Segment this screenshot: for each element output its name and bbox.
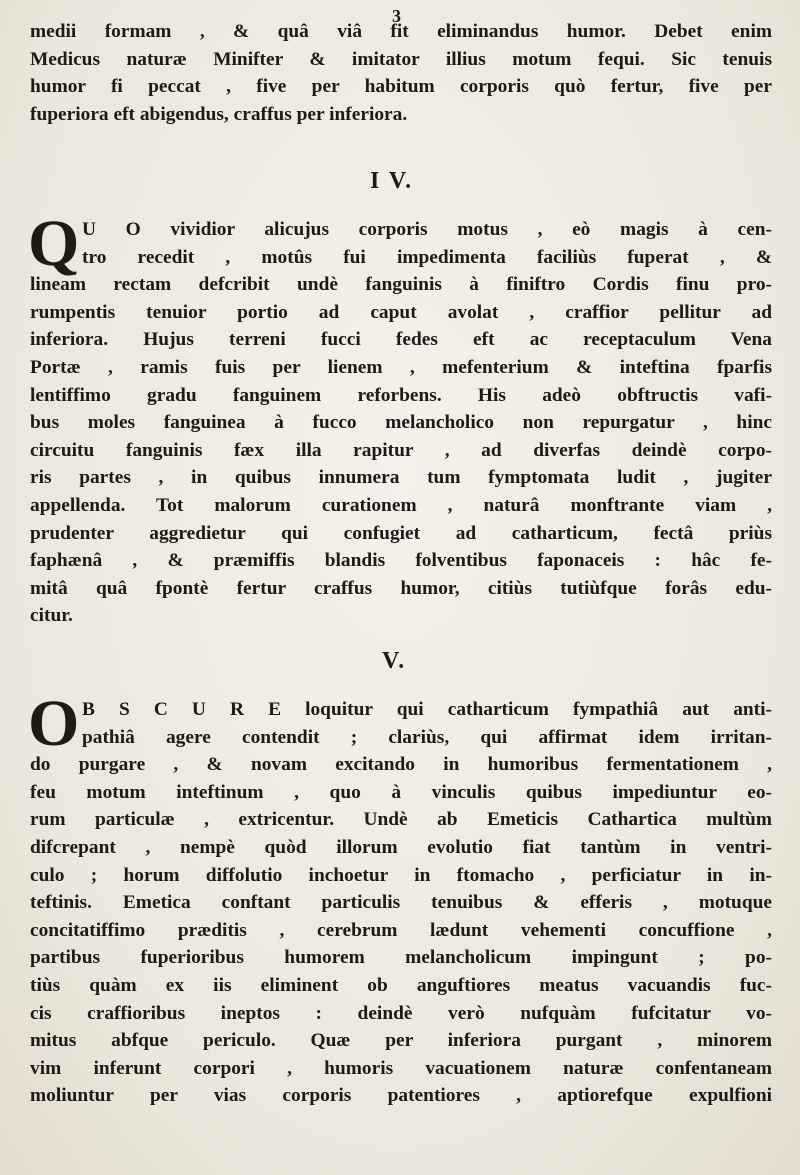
section-numeral-iv: I V. (370, 168, 414, 194)
text-line: lineam rectam defcribit undè fanguinis à finiftro Cordis finu pro- (30, 274, 772, 296)
text-line: humor fi peccat , five per habitum corporis quò fertur, five per (30, 76, 772, 98)
text-line: B S C U R E loquitur qui catharticum fympathiâ aut anti- (82, 699, 772, 720)
text-line: fuperiora eft abigendus, craffus per inferiora. (30, 103, 408, 125)
text-line: rum particulæ , extricentur. Undè ab Emeticis Cathartica multùm (30, 809, 772, 831)
text-line: medii formam , & quâ viâ fit eliminandus humor. Debet enim (30, 21, 772, 42)
text-line: concitatiffimo præditis , cerebrum lædunt vehementi concuffione , (30, 919, 772, 941)
text-line: appellenda. Tot malorum curationem , naturâ monftrante viam , (30, 494, 772, 516)
drop-capital: Q (28, 207, 80, 280)
text-line: inferiora. Hujus terreni fucci fedes eft ac receptaculum Vena (30, 329, 772, 351)
text-line: teftinis. Emetica conftant particulis tenuibus & efferis , motuque (30, 892, 772, 914)
text-line: ris partes , in quibus innumera tum fymptomata ludit , jugiter (30, 467, 772, 489)
text-line: circuitu fanguinis fæx illa rapitur , ad diverfas deindè corpo- (30, 439, 772, 461)
text-line: U O vividior alicujus corporis motus , eò magis à cen- (82, 219, 772, 240)
text-line: lentiffimo gradu fanguinem reforbens. His adeò obftructis vafi- (30, 384, 772, 406)
section-v-paragraph (28, 687, 772, 1110)
text-line: moliuntur per vias corporis patentiores , aptiorefque expulfioni (30, 1085, 772, 1107)
text-line: difcrepant , nempè quòd illorum evolutio fiat tantùm in ventri- (30, 836, 772, 858)
drop-capital: O (28, 687, 80, 760)
text-line: prudenter aggredietur qui confugiet ad catharticum, fectâ priùs (30, 522, 772, 544)
text-line: culo ; horum diffolutio inchoetur in ftomacho , perficiatur in in- (30, 864, 772, 886)
text-line: citur. (30, 605, 73, 627)
section-iv-paragraph (28, 207, 772, 630)
text-line: tro recedit , motûs fui impedimenta faciliùs fuperat , & (82, 246, 772, 268)
text-line: cis craffioribus ineptos : deindè verò nufquàm fufcitatur vo- (30, 1002, 772, 1024)
text-line: Medicus naturæ Minifter & imitator illius motum fequi. Sic tenuis (30, 48, 772, 70)
text-line: feu motum inteftinum , quo à vinculis quibus impediuntur eo- (30, 781, 772, 803)
text-line: mitus abfque periculo. Quæ per inferiora purgant , minorem (30, 1030, 772, 1052)
page-number: 3 (392, 6, 401, 26)
text-line: vim inferunt corpori , humoris vacuationem naturæ confentaneam (30, 1057, 772, 1079)
section-numeral-v: V. (382, 648, 407, 674)
text-line: bus moles fanguinea à fucco melancholico non repurgatur , hinc (30, 412, 772, 434)
text-line: mitâ quâ fpontè fertur craffus humor, citiùs tutiùfque forâs edu- (30, 577, 772, 599)
intro-paragraph (30, 18, 772, 128)
text-line: tiùs quàm ex iis eliminent ob anguftiores meatus vacuandis fuc- (30, 974, 772, 996)
text-line: faphænâ , & præmiffis blandis folventibus faponaceis : hâc fe- (30, 550, 772, 572)
text-line: pathiâ agere contendit ; clariùs, qui affirmat idem irritan- (82, 726, 772, 748)
text-line: Portæ , ramis fuis per lienem , mefenterium & inteftina fparfis (30, 356, 772, 378)
text-line: rumpentis tenuior portio ad caput avolat , craffior pellitur ad (30, 301, 772, 323)
text-line: partibus fuperioribus humorem melancholicum impingunt ; po- (30, 947, 772, 969)
text-line: do purgare , & novam excitando in humoribus fermentationem , (30, 754, 772, 776)
